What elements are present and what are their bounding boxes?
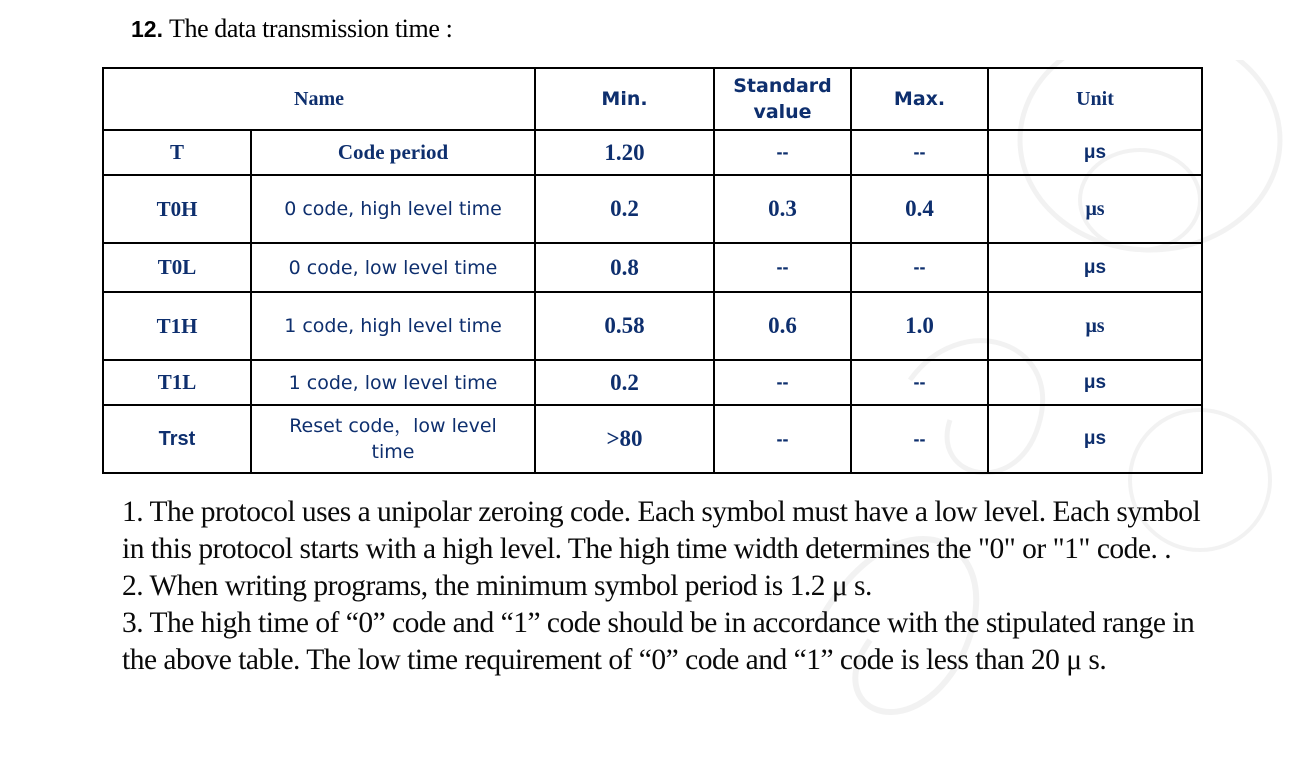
row-unit: μs	[988, 130, 1202, 175]
row-symbol: T1H	[103, 292, 251, 360]
row-max: --	[851, 405, 988, 473]
row-symbol: T0H	[103, 175, 251, 243]
row-standard: --	[714, 130, 851, 175]
notes-section	[122, 494, 1222, 679]
row-symbol: T0L	[103, 243, 251, 292]
row-symbol: Trst	[103, 405, 251, 473]
row-standard: --	[714, 243, 851, 292]
row-description: 0 code, low level time	[251, 243, 535, 292]
row-symbol: T	[103, 130, 251, 175]
row-description: 0 code, high level time	[251, 175, 535, 243]
row-description: Code period	[251, 130, 535, 175]
row-min: 0.58	[535, 292, 714, 360]
table-row	[103, 175, 1202, 243]
table-header-row	[103, 68, 1202, 130]
row-max: --	[851, 360, 988, 405]
row-unit: μs	[988, 243, 1202, 292]
note-item: 2. When writing programs, the minimum symbol period is 1.2 μ s.	[122, 570, 872, 602]
table-row	[103, 243, 1202, 292]
row-max: 0.4	[851, 175, 988, 243]
row-unit: μs	[988, 292, 1202, 360]
table-row	[103, 405, 1202, 473]
row-standard: --	[714, 405, 851, 473]
row-standard: --	[714, 360, 851, 405]
note-item: 1. The protocol uses a unipolar zeroing code. Each symbol must have a low level. Each symbol in this protocol starts with a high level. The high time width determines the "0" or "1" code. .	[122, 496, 1201, 565]
row-description-line1: Reset code，low level	[289, 415, 497, 437]
row-standard: 0.6	[714, 292, 851, 360]
table-row	[103, 360, 1202, 405]
row-min: 0.2	[535, 360, 714, 405]
header-name: Name	[103, 68, 535, 130]
row-max: --	[851, 130, 988, 175]
header-max: Max.	[851, 68, 988, 130]
row-unit: μs	[988, 405, 1202, 473]
section-title: The data transmission time :	[168, 14, 453, 43]
header-standard	[714, 68, 851, 130]
row-description: 1 code, high level time	[251, 292, 535, 360]
header-standard-line2: value	[753, 101, 812, 123]
row-description: 1 code, low level time	[251, 360, 535, 405]
row-symbol: T1L	[103, 360, 251, 405]
row-min: >80	[535, 405, 714, 473]
row-description-line2: time	[371, 441, 415, 463]
row-min: 1.20	[535, 130, 714, 175]
table-row	[103, 292, 1202, 360]
note-item: 3. The high time of “0” code and “1” code should be in accordance with the stipulated range in the above table. The low time requirement of “0” code and “1” code is less than 20 μ s.	[122, 607, 1195, 676]
row-max: 1.0	[851, 292, 988, 360]
header-min: Min.	[535, 68, 714, 130]
timing-table	[102, 67, 1203, 474]
section-number: 12.	[131, 16, 163, 42]
row-min: 0.2	[535, 175, 714, 243]
table-row	[103, 130, 1202, 175]
row-standard: 0.3	[714, 175, 851, 243]
row-min: 0.8	[535, 243, 714, 292]
header-standard-line1: Standard	[733, 75, 832, 97]
row-max: --	[851, 243, 988, 292]
row-unit: μs	[988, 175, 1202, 243]
header-unit: Unit	[988, 68, 1202, 130]
section-heading	[131, 14, 452, 54]
row-description	[251, 405, 535, 473]
row-unit: μs	[988, 360, 1202, 405]
